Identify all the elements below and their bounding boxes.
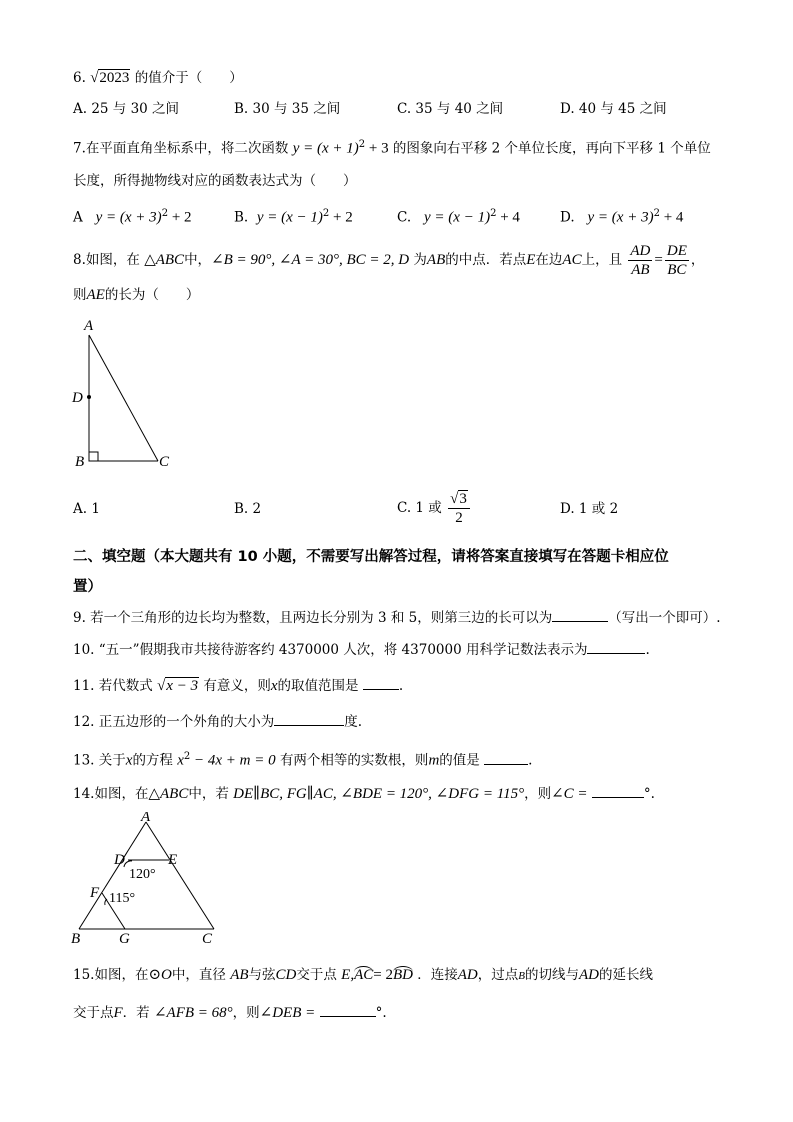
q12-answer-blank[interactable] [274,725,344,726]
q6-option-b: B. 30 与 35 之间 [234,101,341,117]
q8-label-b: B [75,454,85,470]
q6-radicand: 2023 [99,70,130,86]
q13-stem: 13. 关于x的方程 $x^2 - 4x + m = 0$ 有两个相等的实数根，则m的值是 . [73,751,533,769]
q9-answer-blank[interactable] [552,621,608,622]
q8-label-d: D [72,390,83,406]
q11-stem: 11. 若代数式 √x − 3 有意义，则x的取值范围是 . [73,678,404,694]
q8-right-angle-mark [89,452,98,461]
q15-stem-line2: 交于点F．若 ∠AFB = 68°，则∠DEB = °. [73,1005,387,1021]
q14-stem: 14.如图，在△ABC中，若 DE∥BC, FG∥AC, ∠BDE = 120°, ∠DFG = 115°，则∠C = °. [73,786,655,802]
q15-arc-bd: BD [392,967,413,983]
q6-option-d: D. 40 与 45 之间 [560,101,667,117]
q8-option-c: C. 1 或 $\frac{√3}{2}$ [397,488,472,528]
q6-option-c: C. 35 与 40 之间 [397,101,504,117]
q14-label-g: G [119,931,130,944]
q6-option-a: A. 25 与 30 之间 [73,101,180,117]
q13-answer-blank[interactable] [484,764,528,765]
q8-label-a: A [84,318,94,334]
q8-label-c: C [159,454,170,470]
q14-angle-arc-f [105,899,107,905]
q14-answer-blank[interactable] [592,797,644,798]
q14-label-f: F [90,885,100,901]
q8-stem-line2: 则AE的长为（ ） [73,287,200,303]
q14-angle-120: 120° [129,867,156,882]
section-2-heading-line1: 二、填空题（本大题共有 10 小题，不需要写出解答过程，请将答案直接填写在答题卡相应位 [73,549,669,565]
q7-option-a: A $y = (x + 3)^2 + 2$ [73,208,192,226]
q15-answer-blank[interactable] [320,1016,376,1017]
q14-label-e: E [168,852,178,868]
q8-side-ac [89,335,158,461]
q9-stem: 9. 若一个三角形的边长均为整数，且两边长分别为 3 和 5，则第三边的长可以为 （写出一个即可）. [73,610,721,626]
q8-stem-line1: 8.如图，在 △ABC中，∠B = 90°, ∠A = 30°, BC = 2, D 为AB的中点．若点E在边AC上，且 $\frac{AD}{AB}$ = $\frac{DE}{BC}$ ， [73,243,705,278]
q7-option-b: B. $y = (x - 1)^2 + 2$ [234,208,353,226]
q8-point-d [87,395,91,399]
q7-stem-line2: 长度，所得抛物线对应的函数表达式为（ ） [73,173,357,189]
q8-option-a: A. 1 [73,501,100,517]
q14-side-ac [146,822,214,929]
section-2-heading-line2: 置） [73,579,102,595]
q15-stem-line1: 15.如图，在⊙O中，直径 AB与弦CD交于点 E,AC= 2BD ．连接AD，过点B的切线与AD的延长线 [73,967,653,983]
q7-stem-line1: 7.在平面直角坐标系中，将二次函数 $y = (x + 1)^2 + 3$ 的图象向右平移 2 个单位长度，再向下平移 1 个单位 [73,139,711,157]
q14-angle-115: 115° [109,891,136,906]
q14-label-b: B [71,931,81,944]
q8-option-b: B. 2 [234,501,262,517]
q14-label-c: C [202,931,213,944]
q14-label-d: D [114,852,125,868]
q14-label-a: A [141,812,151,825]
q14-figure-triangle [66,812,226,944]
q10-stem: 10. “五一”假期我市共接待游客约 4370000 人次，将 4370000 用科学记数法表示为 . [73,642,650,658]
q8-option-c-fraction: $\frac{√3}{2}$ [448,490,470,527]
q6-stem: 6. √2023 的值介于（ ） [73,70,243,86]
q8-figure-right-triangle [66,315,186,475]
q15-arc-ac: AC [354,967,374,983]
q8-fraction-de-bc: $\frac{DE}{BC}$ [666,243,687,278]
q10-answer-blank[interactable] [587,653,645,654]
q11-radicand: x − 3 [166,678,199,694]
q8-fraction-ad-ab: $\frac{AD}{AB}$ [630,243,651,278]
q11-answer-blank[interactable] [363,689,399,690]
q7-option-d: D. $y = (x + 3)^2 + 4$ [560,208,684,226]
q8-option-d: D. 1 或 2 [560,501,619,517]
q7-option-c: C. $y = (x - 1)^2 + 4$ [397,208,520,226]
q12-stem: 12. 正五边形的一个外角的大小为 度. [73,714,363,730]
